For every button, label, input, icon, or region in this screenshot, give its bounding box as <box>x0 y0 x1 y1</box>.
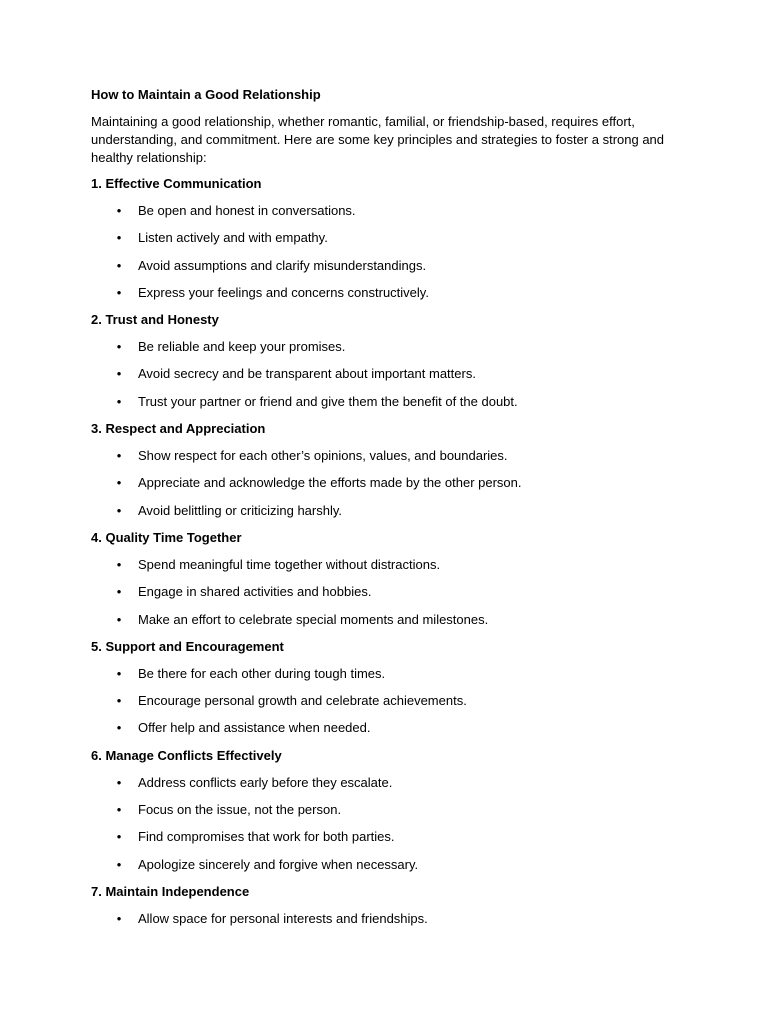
bullet-icon: • <box>116 774 122 790</box>
section-heading: 5. Support and Encouragement <box>91 638 284 654</box>
bullet-list <box>91 202 676 302</box>
list-item <box>91 338 676 356</box>
list-item <box>91 583 676 601</box>
bullet-icon: • <box>116 856 122 872</box>
list-item <box>91 828 676 846</box>
section-heading: 3. Respect and Appreciation <box>91 421 266 437</box>
list-item-text: Engage in shared activities and hobbies. <box>138 584 372 600</box>
section-maintain-independence <box>91 883 676 928</box>
section-heading: 2. Trust and Honesty <box>91 312 219 328</box>
list-item <box>91 202 676 220</box>
bullet-list <box>91 556 676 629</box>
list-item <box>91 393 676 411</box>
section-heading: 6. Manage Conflicts Effectively <box>91 747 282 763</box>
bullet-icon: • <box>116 556 122 572</box>
list-item-text: Avoid belittling or criticizing harshly. <box>138 502 342 518</box>
list-item <box>91 910 676 928</box>
list-item-text: Focus on the issue, not the person. <box>138 802 342 818</box>
list-item-text: Avoid assumptions and clarify misunderstandings. <box>138 257 427 273</box>
bullet-icon: • <box>116 393 122 409</box>
list-item <box>91 502 676 520</box>
bullet-icon: • <box>116 910 122 926</box>
list-item-text: Be there for each other during tough times. <box>138 665 386 681</box>
list-item-text: Make an effort to celebrate special moments and milestones. <box>138 611 489 627</box>
bullet-list <box>91 910 676 928</box>
section-respect-and-appreciation <box>91 420 676 520</box>
bullet-list <box>91 665 676 738</box>
bullet-icon: • <box>116 257 122 273</box>
list-item <box>91 719 676 737</box>
section-effective-communication <box>91 175 676 302</box>
bullet-list <box>91 774 676 874</box>
document-title: How to Maintain a Good Relationship <box>91 87 321 102</box>
section-trust-and-honesty <box>91 311 676 411</box>
section-quality-time-together <box>91 529 676 629</box>
list-item <box>91 611 676 629</box>
list-item-text: Express your feelings and concerns constructively. <box>138 284 429 300</box>
section-heading: 4. Quality Time Together <box>91 529 242 545</box>
list-item-text: Apologize sincerely and forgive when necessary. <box>138 856 419 872</box>
section-manage-conflicts-effectively <box>91 747 676 874</box>
list-item-text: Appreciate and acknowledge the efforts made by the other person. <box>138 475 522 491</box>
list-item <box>91 801 676 819</box>
list-item <box>91 229 676 247</box>
bullet-icon: • <box>116 366 122 382</box>
bullet-icon: • <box>116 720 122 736</box>
list-item-text: Allow space for personal interests and friendships. <box>138 910 428 926</box>
list-item <box>91 474 676 492</box>
bullet-icon: • <box>116 829 122 845</box>
bullet-icon: • <box>116 611 122 627</box>
list-item-text: Show respect for each other’s opinions, values, and boundaries. <box>138 448 508 464</box>
list-item <box>91 447 676 465</box>
list-item-text: Be reliable and keep your promises. <box>138 339 346 355</box>
bullet-icon: • <box>116 284 122 300</box>
bullet-icon: • <box>116 339 122 355</box>
section-heading: 1. Effective Communication <box>91 176 262 191</box>
list-item-text: Listen actively and with empathy. <box>138 230 328 246</box>
list-item <box>91 774 676 792</box>
bullet-list <box>91 338 676 411</box>
bullet-icon: • <box>116 665 122 681</box>
section-support-and-encouragement <box>91 638 676 738</box>
bullet-list <box>91 447 676 520</box>
list-item-text: Spend meaningful time together without distractions. <box>138 556 441 572</box>
list-item <box>91 856 676 874</box>
list-item-text: Offer help and assistance when needed. <box>138 720 371 736</box>
list-item <box>91 365 676 383</box>
list-item-text: Find compromises that work for both parties. <box>138 829 395 845</box>
bullet-icon: • <box>116 502 122 518</box>
list-item <box>91 692 676 710</box>
list-item-text: Encourage personal growth and celebrate achievements. <box>138 693 467 709</box>
list-item <box>91 257 676 275</box>
bullet-icon: • <box>116 448 122 464</box>
bullet-icon: • <box>116 475 122 491</box>
list-item-text: Address conflicts early before they escalate. <box>138 774 393 790</box>
bullet-icon: • <box>116 203 122 218</box>
bullet-icon: • <box>116 802 122 818</box>
section-heading: 7. Maintain Independence <box>91 883 250 899</box>
list-item <box>91 556 676 574</box>
bullet-icon: • <box>116 230 122 246</box>
list-item-text: Avoid secrecy and be transparent about important matters. <box>138 366 476 382</box>
list-item <box>91 665 676 683</box>
bullet-icon: • <box>116 584 122 600</box>
list-item <box>91 284 676 302</box>
bullet-icon: • <box>116 693 122 709</box>
intro-paragraph: Maintaining a good relationship, whether romantic, familial, or friendship-based, requires effort, understanding, and commitment. Here are some key principles and strategies to foster a strong and healthy relationship: <box>91 114 665 165</box>
list-item-text: Trust your partner or friend and give them the benefit of the doubt. <box>138 393 518 409</box>
list-item-text: Be open and honest in conversations. <box>138 203 356 218</box>
